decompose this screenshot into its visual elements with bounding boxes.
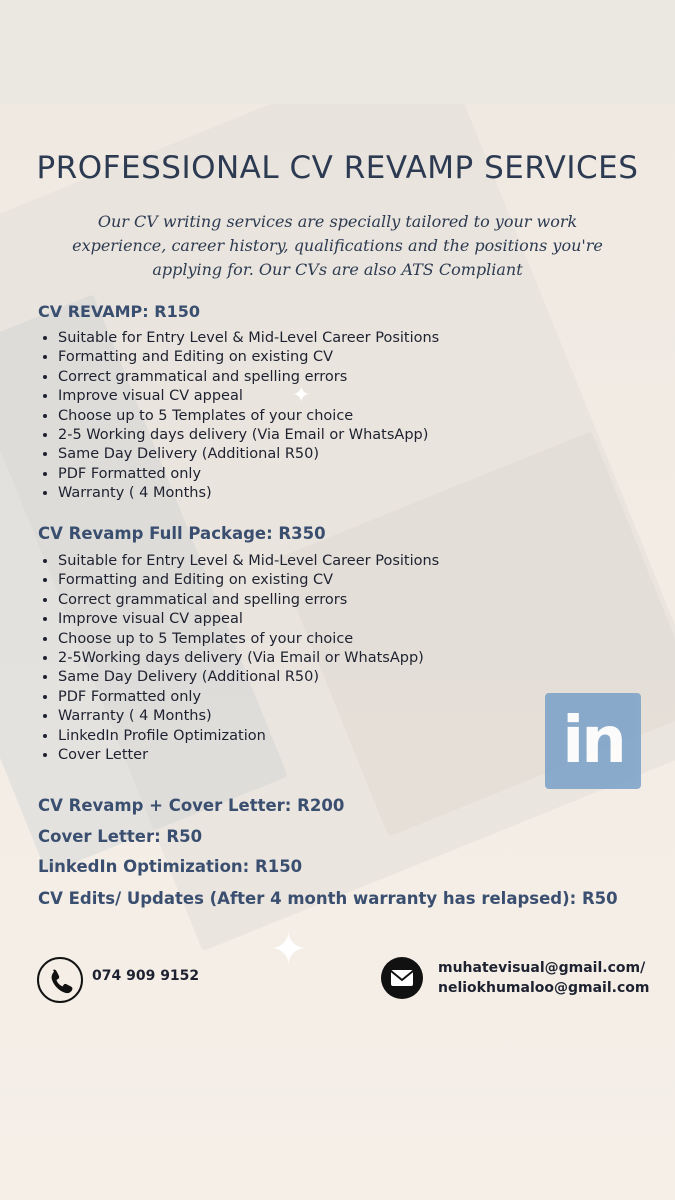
page-title: PROFESSIONAL CV REVAMP SERVICES [36,150,639,186]
list-item: • Formatting and Editing on existing CV [58,571,658,590]
list-item: • Correct grammatical and spelling errors [58,591,658,610]
list-item: • Correct grammatical and spelling errors [58,368,658,387]
price-cv-cover-letter: CV Revamp + Cover Letter: R200 [38,796,345,815]
intro-line: applying for. Our CVs are also ATS Compliant [152,260,523,279]
list-item: • Choose up to 5 Templates of your choice [58,630,658,649]
email-addresses [438,958,649,998]
list-item: • Improve visual CV appeal [58,610,658,629]
full-package-heading: CV Revamp Full Package: R350 [38,524,326,543]
list-item: • 2-5Working days delivery (Via Email or WhatsApp) [58,649,658,668]
email-link[interactable]: neliokhumaloo@gmail.com [438,980,650,996]
mail-icon [381,957,423,999]
phone-number[interactable]: 074 909 9152 [92,968,200,984]
list-item: • Warranty ( 4 Months) [58,484,658,503]
list-item: • PDF Formatted only [58,465,658,484]
sparkle-icon: ✦ [270,924,307,975]
list-item: • Formatting and Editing on existing CV [58,348,658,367]
top-band [0,0,675,104]
intro-line: Our CV writing services are specially tailored to your work [97,212,578,231]
list-item: • Same Day Delivery (Additional R50) [58,668,658,687]
list-item: • Cover Letter [58,746,658,765]
list-item: • Suitable for Entry Level & Mid-Level Career Positions [58,552,658,571]
phone-icon-svg [39,959,81,1001]
list-item: • Warranty ( 4 Months) [58,707,658,726]
list-item: • Improve visual CV appeal [58,387,658,406]
phone-icon [37,957,83,1003]
list-item: • Suitable for Entry Level & Mid-Level Career Positions [58,329,658,348]
cv-revamp-heading: CV REVAMP: R150 [38,302,200,321]
price-cv-edits: CV Edits/ Updates (After 4 month warranty has relapsed): R50 [38,889,618,908]
list-item: • PDF Formatted only [58,688,658,707]
price-cover-letter: Cover Letter: R50 [38,827,203,846]
mail-icon-svg [381,957,423,999]
intro-text [50,210,625,282]
linkedin-icon: in [545,693,641,789]
email-link[interactable]: muhatevisual@gmail.com/ [438,960,646,976]
list-item: • 2-5 Working days delivery (Via Email or WhatsApp) [58,426,658,445]
price-linkedin: LinkedIn Optimization: R150 [38,857,303,876]
list-item: • LinkedIn Profile Optimization [58,727,658,746]
list-item: • Same Day Delivery (Additional R50) [58,445,658,464]
sparkle-icon: ✦ [292,383,311,408]
cv-revamp-list [38,329,658,504]
intro-line: experience, career history, qualifications and the positions you're [72,236,603,255]
list-item: • Choose up to 5 Templates of your choice [58,407,658,426]
